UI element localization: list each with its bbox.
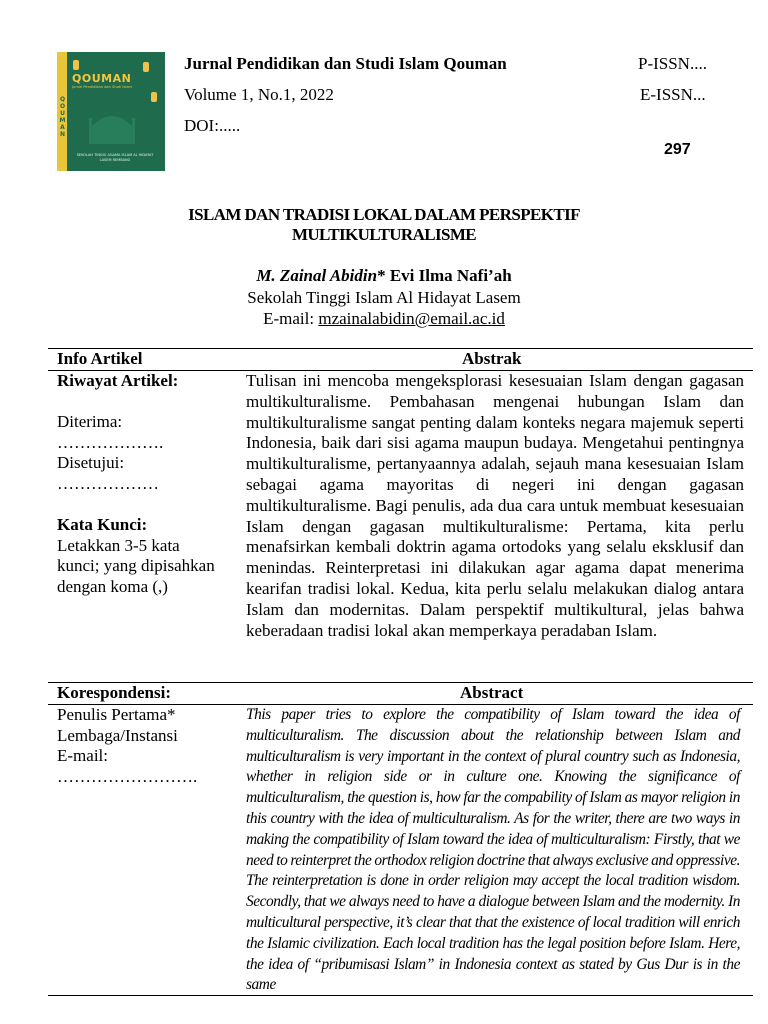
diterima-label: Diterima: <box>57 412 123 432</box>
kata-kunci-value: Letakkan 3-5 kata kunci; yang dipisahkan dengan koma (,) <box>57 535 215 596</box>
cover-title: QOUMAN <box>72 72 132 85</box>
disetujui-value: ……………… <box>57 473 159 493</box>
abstrak-text: Tulisan ini mencoba mengeksplorasi kesesuaian Islam dengan gagasan multikulturalisme. Pembahasan mengenai hubungan Islam dan multikulturalisme sangat penting dalam konteks negara majemuk seperti Indonesia, baik dari sisi agama maupun budaya. Mengetahui pentingnya multikulturalisme, pertanyaannya adalah, sejauh mana kesesuaian Islam sebagai agama mayoritas di negeri ini dengan gagasan multikulturalisme. Bagi penulis, ada dua cara untuk membuat kesesuaian Islam dengan gagasan multikulturalisme: Pertama, kita perlu menafsirkan kembali doktrin agama ortodoks yang selalu eksklusif dan menindas. Reinterpretasi ini dilakukan agar agama dapat menerima kearifan tradisi lokal. Kedua, kita perlu selalu melakukan dialog antara Islam dan modernitas. Dalam perspektif multikultural, jelas bahwa keberadaan tradisi lokal akan memperkaya peradaban Islam. <box>246 371 744 640</box>
table-bottom-rule <box>48 995 753 996</box>
p-issn: P-ISSN.... <box>638 54 707 73</box>
disetujui-label: Disetujui: <box>57 453 125 473</box>
penulis-label: Penulis Pertama* <box>57 705 176 724</box>
email-label: E-mail: <box>263 309 319 328</box>
article-title-line-2: MULTIKULTURALISME <box>291 225 477 244</box>
author-line <box>0 265 768 286</box>
e-issn: E-ISSN... <box>640 85 706 104</box>
table-top-rule <box>48 348 753 349</box>
lantern-decoration <box>143 62 149 72</box>
lembaga-label: Lembaga/Instansi <box>57 725 178 745</box>
email-line <box>0 308 768 329</box>
correspondence-email-label: E-mail: <box>57 746 108 766</box>
korespondensi-header: Korespondensi: <box>57 683 171 702</box>
volume-info: Volume 1, No.1, 2022 <box>184 85 334 104</box>
cover-publisher: SEKOLAH TINGGI AGAMA ISLAM AL HIDAYAT LASEM REMBANG <box>76 153 154 162</box>
page-number: 297 <box>664 141 691 158</box>
abstract-header: Abstract <box>460 683 524 702</box>
abstract-text: This paper tries to explore the compatibility of Islam toward the idea of multiculturalism. The discussion about the relationship between Islam and multiculturalism is very important in the context of plural country such as Indonesia, whether in religion side or in culture one. Knowing the significance of multiculturalism, the question is, how far the compability of Islam as mayor religion in this country with the idea of multiculturalism. As for the writer, there are two ways in making the compatibility of Islam toward the idea of multiculturalism: Firstly, that we need to reinterpret the orthodox religion doctrine that always exclusive and oppressive. The reinterpretation is done in order religion may accept the local tradition wisdom. Secondly, that we always need to have a dialogue between Islam and the modernity. In multicultural perspective, it’s clear that that the existence of local tradition will enrich the Islamic civilization. Each local tradition has the legal position before Islam. Here, the idea of “pribumisasi Islam” in Indonesia context as stated by Gus Dur is in the same <box>246 706 740 994</box>
lantern-decoration <box>151 92 157 102</box>
email-link[interactable]: mzainalabidin@email.ac.id <box>318 309 505 328</box>
affiliation: Sekolah Tinggi Islam Al Hidayat Lasem <box>247 288 521 307</box>
mosque-illustration <box>87 104 137 144</box>
article-title-line-1: ISLAM DAN TRADISI LOKAL DALAM PERSPEKTIF <box>188 205 580 224</box>
doi-label: DOI:..... <box>184 116 241 135</box>
correspondence-column <box>57 705 242 787</box>
corresponding-mark: * <box>377 266 386 285</box>
cover-spine-text: Q O U M A N <box>59 96 66 138</box>
journal-name: Jurnal Pendidikan dan Studi Islam Qouman <box>184 54 507 73</box>
abstrak-header: Abstrak <box>462 349 522 368</box>
article-info-column <box>57 371 242 598</box>
diterima-value: ………………. <box>57 432 164 452</box>
journal-cover-image <box>57 52 165 171</box>
lantern-decoration <box>73 60 79 70</box>
kata-kunci-label: Kata Kunci: <box>57 515 148 535</box>
first-author: M. Zainal Abidin <box>256 266 378 285</box>
info-artikel-header: Info Artikel <box>57 349 143 368</box>
correspondence-email-value: ……………………. <box>57 766 198 786</box>
article-title <box>0 205 768 245</box>
second-author: Evi Ilma Nafi’ah <box>385 266 512 285</box>
riwayat-label: Riwayat Artikel: <box>57 371 179 390</box>
cover-subtitle: Jurnal Pendidikan dan Studi Islam <box>72 85 133 89</box>
